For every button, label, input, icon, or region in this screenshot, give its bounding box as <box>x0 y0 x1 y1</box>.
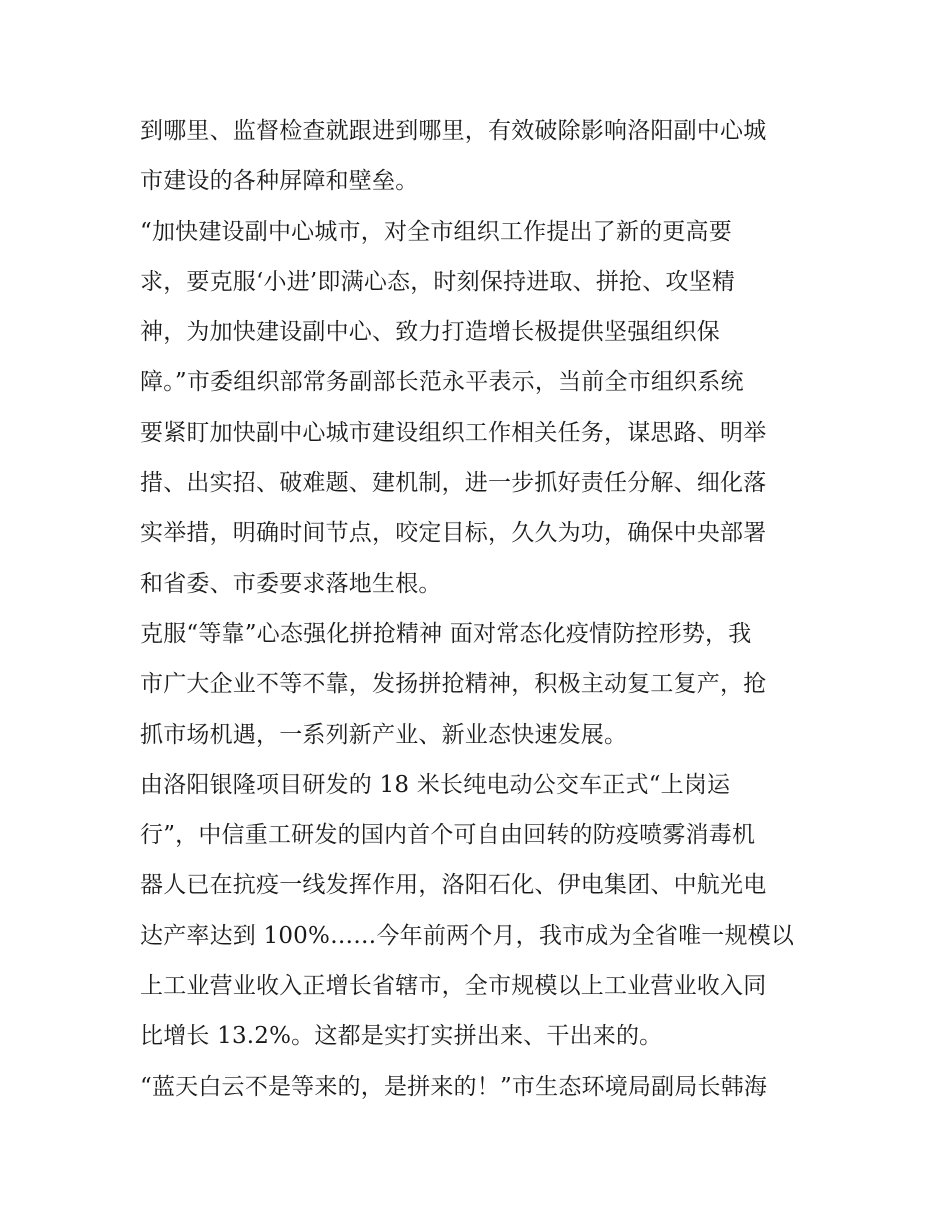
text-line: 由洛阳银隆项目研发的 18 米长纯电动公交车正式“上岗运 <box>140 771 731 798</box>
text-line: 器人已在抗疫一线发挥作用，洛阳石化、伊电集团、中航光电 <box>140 872 767 899</box>
text-line: “加快建设副中心城市，对全市组织工作提出了新的更高要 <box>140 218 732 245</box>
text-line: 实举措，明确时间节点，咬定目标，久久为功，确保中央部署 <box>140 520 767 547</box>
text-line: 求，要克服‘小进’即满心态，时刻保持进取、拼抢、攻坚精 <box>140 268 736 295</box>
body-text <box>140 106 820 1112</box>
text-line: 抓市场机遇，一系列新产业、新业态快速发展。 <box>140 721 628 748</box>
text-line: 上工业营业收入正增长省辖市，全市规模以上工业营业收入同 <box>140 973 767 1000</box>
text-line: 到哪里、监督检查就跟进到哪里，有效破除影响洛阳副中心城 <box>140 118 767 144</box>
text-line: 障。”市委组织部常务副部长范永平表示，当前全市组织系统 <box>140 369 744 396</box>
text-line: 比增长 13.2%。这都是实打实拼出来、干出来的。 <box>140 1023 663 1050</box>
text-line: 市建设的各种屏障和壁垒。 <box>140 168 419 195</box>
text-line: 达产率达到 100%……今年前两个月，我市成为全省唯一规模以 <box>140 922 795 949</box>
text-line: 市广大企业不等不靠，发扬拼抢精神，积极主动复工复产，抢 <box>140 671 767 698</box>
text-line: 神，为加快建设副中心、致力打造增长极提供坚强组织保 <box>140 319 720 346</box>
text-line: 行”，中信重工研发的国内首个可自由回转的防疫喷雾消毒机 <box>140 822 756 849</box>
text-line: 和省委、市委要求落地生根。 <box>140 570 442 597</box>
text-line: “蓝天白云不是等来的，是拼来的！”市生态环境局副局长韩海 <box>140 1073 768 1100</box>
text-line: 克服“等靠”心态强化拼抢精神 面对常态化疫情防控形势，我 <box>140 620 752 647</box>
text-line: 措、出实招、破难题、建机制，进一步抓好责任分解、细化落 <box>140 470 767 497</box>
text-line: 要紧盯加快副中心城市建设组织工作相关任务，谋思路、明举 <box>140 419 767 446</box>
